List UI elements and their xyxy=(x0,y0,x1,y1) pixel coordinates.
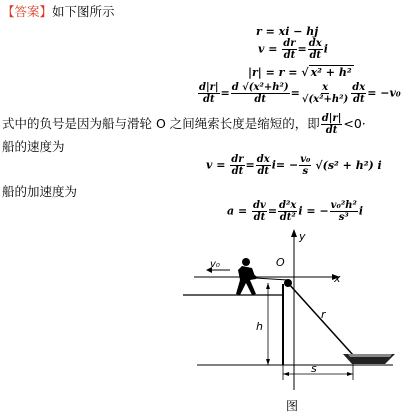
y-label: y xyxy=(299,230,306,243)
dx-num-2: dx xyxy=(352,82,366,93)
s3-den: s³ xyxy=(338,212,349,223)
dt-den-6: dt xyxy=(253,212,266,223)
lt-zero: <0· xyxy=(343,116,366,131)
dt-denominator-2: dt xyxy=(309,50,322,61)
O-label: O xyxy=(276,256,285,269)
v-result-eq: = − xyxy=(275,158,299,172)
equation-velocity-vector: v = $\frac{dr}{dt}$ = $\frac{dx}{dt}$ i xyxy=(258,38,328,61)
ship-accel-label: 船的加速度为 xyxy=(2,184,78,199)
sqrt-symbol: √ xyxy=(301,66,309,79)
r-label: r xyxy=(321,308,326,321)
equation-ship-accel: a = $\frac{dv}{dt}$ = $\frac{\text{d²x}}{\text{dt²}}$ i = − $\frac{\text{v₀²h²}}{\text{s³}}$ i xyxy=(227,200,364,223)
dsqrt-num: d √(x²+h²) xyxy=(231,82,289,93)
v-result-tail: √(s² + h²) i xyxy=(315,158,382,172)
dt-denominator: dt xyxy=(283,50,296,61)
a-tail: i = − xyxy=(298,204,329,218)
ship-velocity-label: 船的速度为 xyxy=(2,139,65,154)
h-arrow-bottom xyxy=(266,359,270,365)
v-lhs: v = xyxy=(258,42,282,56)
s-den: s xyxy=(302,166,309,177)
i-unit-3: i xyxy=(358,204,364,218)
dx-num-3: dx xyxy=(256,154,270,165)
boat-deck xyxy=(348,354,392,357)
intro-text: 如下图所示 xyxy=(52,4,115,19)
dv-num: dv xyxy=(253,200,266,211)
x-num: x xyxy=(322,82,329,93)
dr-numerator: dr xyxy=(283,38,296,49)
sqrt-den: √(x²+h²) xyxy=(301,94,349,105)
dabsr-den: dt xyxy=(202,94,215,105)
rope-to-man xyxy=(255,278,288,280)
equation-d-abs-r: $\frac{d|r|}{dt}$ = $\frac{\text{d √(x²+h²)}}{dt}$ = $\frac{x}{\text{√(x²+h²)}}$ $\frac{dx}{dt}$ = −v₀ xyxy=(199,82,401,105)
s-label: s xyxy=(311,362,317,375)
dt-den-5: dt xyxy=(257,166,270,177)
h-label: h xyxy=(256,320,263,333)
d2x-num: d²x xyxy=(279,200,297,211)
equation-r-vector: r = xi − hj xyxy=(256,25,319,38)
figure-caption: 图 xyxy=(286,399,299,413)
h-arrow-top xyxy=(266,283,270,289)
dsqrt-den: dt xyxy=(254,94,267,105)
x-label: x xyxy=(334,272,341,285)
dt-den-4: dt xyxy=(231,166,244,177)
v-lhs-2: v = xyxy=(206,158,230,172)
s-arrow-right xyxy=(347,372,353,376)
v0-num: v₀ xyxy=(300,154,311,165)
dt2-den: dt² xyxy=(279,212,296,223)
v0h2-num: v₀²h² xyxy=(330,200,357,211)
sqrt-radicand: x² + h² xyxy=(310,66,352,79)
dabsr-num: d|r| xyxy=(199,82,219,93)
v0-label: v₀ xyxy=(210,259,220,270)
sentence1-text: 式中的负号是因为船与滑轮 O 之间绳索长度是缩短的，即 xyxy=(2,116,320,131)
i-unit-2: i xyxy=(271,158,276,172)
dx-numerator: dx xyxy=(308,38,322,49)
inline-dabsr-num: d|r| xyxy=(321,113,342,124)
s-arrow-left xyxy=(283,372,289,376)
inline-dabsr-den: dt xyxy=(325,125,338,136)
mag-r-lhs: |r| = r = xyxy=(248,66,302,79)
i-unit: i xyxy=(323,42,328,56)
answer-tag: 【答案】 xyxy=(2,4,53,19)
dt-den-3: dt xyxy=(352,94,365,105)
a-lhs: a = xyxy=(227,204,252,218)
y-axis-arrow xyxy=(291,229,297,237)
dr-num-2: dr xyxy=(231,154,244,165)
equation-ship-velocity: v = $\frac{dr}{dt}$ = $\frac{dx}{dt}$ i= − $\frac{\text{v₀}}{s}$ √(s² + h²) i xyxy=(206,154,382,177)
neg-v0: = −v₀ xyxy=(367,86,401,100)
